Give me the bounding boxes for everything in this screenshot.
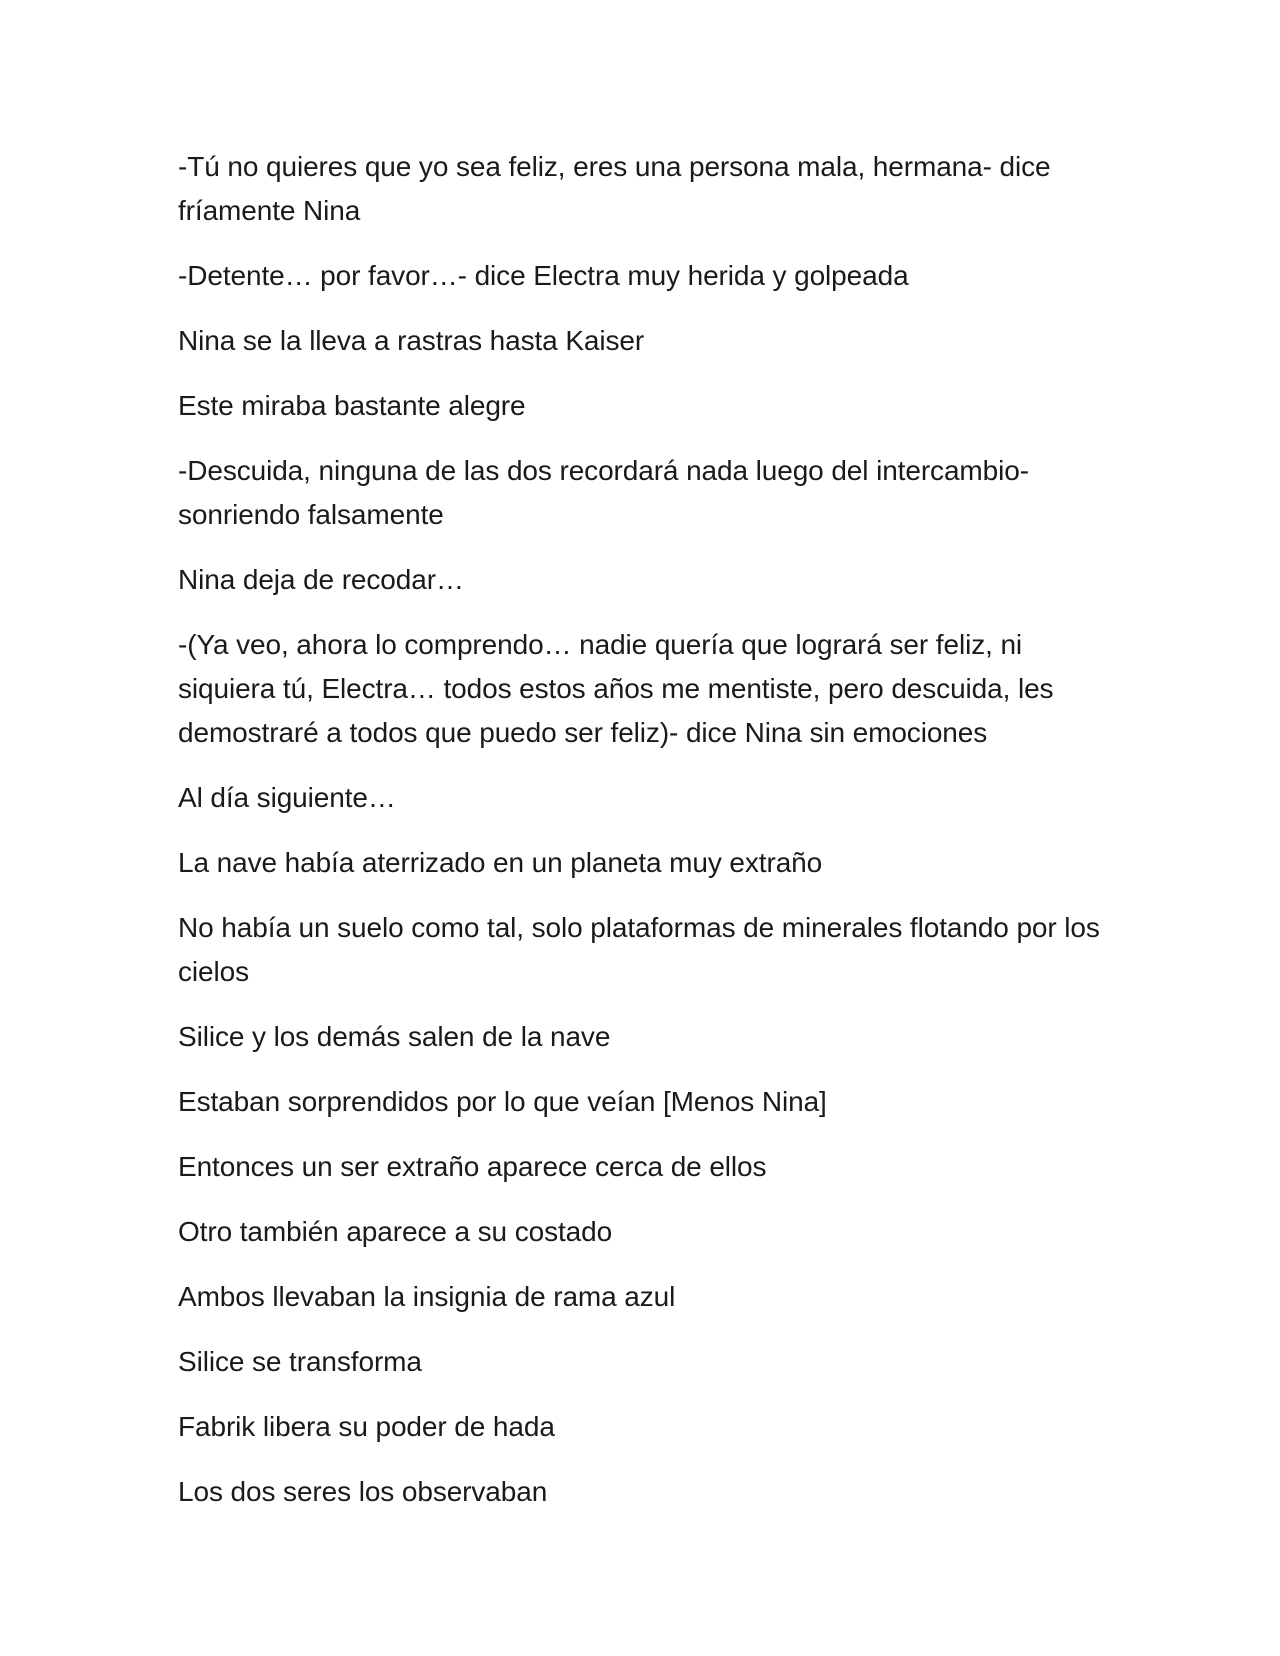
paragraph: -Detente… por favor…- dice Electra muy herida y golpeada <box>178 260 909 291</box>
paragraph: Los dos seres los observaban <box>178 1476 548 1507</box>
paragraph: Estaban sorprendidos por lo que veían [Menos Nina] <box>178 1086 827 1117</box>
paragraph: Nina deja de recodar… <box>178 564 464 595</box>
paragraph: Silice y los demás salen de la nave <box>178 1021 611 1052</box>
paragraph: Este miraba bastante alegre <box>178 390 526 421</box>
paragraph: Otro también aparece a su costado <box>178 1216 613 1247</box>
paragraph: Fabrik libera su poder de hada <box>178 1411 555 1442</box>
paragraph: Silice se transforma <box>178 1346 422 1377</box>
paragraph: -(Ya veo, ahora lo comprendo… nadie quería que logrará ser feliz, ni siquiera tú, Electra… todos estos años me mentiste, pero descuida, les demostraré a todos que puedo ser feliz)- dice Nina sin emociones <box>178 629 1054 748</box>
paragraph: Entonces un ser extraño aparece cerca de ellos <box>178 1151 767 1182</box>
paragraph: -Tú no quieres que yo sea feliz, eres una persona mala, hermana- dice fríamente Nina <box>178 151 1051 226</box>
paragraph: Nina se la lleva a rastras hasta Kaiser <box>178 325 645 356</box>
document-body <box>178 145 1108 1535</box>
paragraph: La nave había aterrizado en un planeta muy extraño <box>178 847 823 878</box>
paragraph: Ambos llevaban la insignia de rama azul <box>178 1281 676 1312</box>
paragraph: Al día siguiente… <box>178 782 396 813</box>
paragraph: -Descuida, ninguna de las dos recordará nada luego del intercambio- sonriendo falsamente <box>178 455 1029 530</box>
paragraph: No había un suelo como tal, solo plataformas de minerales flotando por los cielos <box>178 912 1100 987</box>
